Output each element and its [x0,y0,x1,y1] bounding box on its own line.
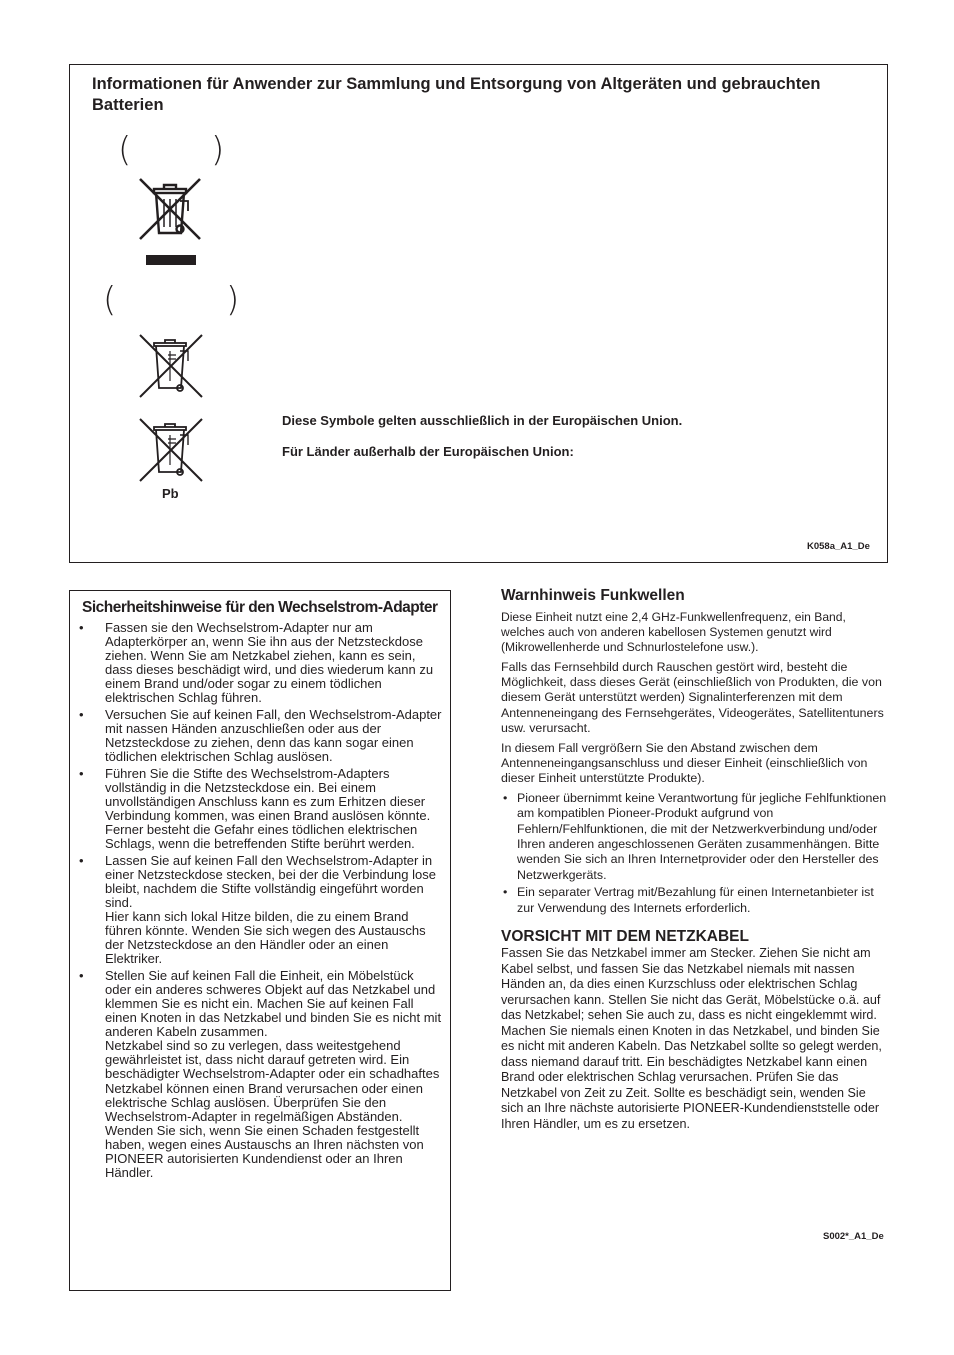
cable-caution-text: Fassen Sie das Netzkabel immer am Stecker. Ziehen Sie nicht am Kabel selbst, und fassen Sie das Netzkabel niemals mit nassen Händen an, da dies einen Kurzschluss oder elektrischen Schlag verursachen kann. Stellen Sie nicht das Gerät, Möbelstücke o.ä. auf das Netzkabel; sehen Sie auch zu, dass es nicht eingeklemmt wird. Machen Sie niemals einen Knoten in das Netzkabel, und binden Sie es nicht mit anderen Kabeln. Das Netzkabel sollte so gelegt werden, dass niemand darauf tritt. Ein beschädigtes Netzkabel kann einen Brand oder elektrischen Schlag verursachen. Prüfen Sie das Netzkabel von Zeit zu Zeit. Sollte es beschädigt sein, wenden Sie sich an Ihre nächste autorisierte PIONEER-Kundendienststelle oder Ihren Händler, um es zu ersetzen. [501,946,882,1131]
disposal-title: Informationen für Anwender zur Sammlung und Entsorgung von Altgeräten und gebrauchten Batterien [92,75,821,114]
list-item [501,791,891,883]
list-item-text: Stellen Sie auf keinen Fall die Einheit, ein Möbelstück oder ein anderes schweres Objekt auf das Netzkabel und klemmen Sie es nicht ein. Machen Sie auf keinen Fall einen Knoten in das Netzkabel und binden Sie es nicht mit anderen Kabeln zusammen. [105,967,442,1040]
right-paren: ) [226,280,240,320]
list-item [78,854,443,967]
bullet: • [79,765,84,781]
bullet: • [79,620,84,635]
radio-paragraph: Falls das Fernsehbild durch Rauschen gestört wird, besteht die Möglichkeit, dass dieses Gerät (einschließlich von Produkten, die von diesem Gerät unterstützt werden) Signalinterferenzen mit dem Antenneneingang des Fernsehgerätes, Videogerätes, Satellitentuners usw. verursacht. [501,659,884,736]
crossed-bin-pb-icon [138,417,204,485]
adapter-safety-title: Sicherheitshinweise für den Wechselstrom-Adapter [82,599,438,616]
list-item-text: Versuchen Sie auf keinen Fall, den Wechselstrom-Adapter mit nassen Händen anzuschließen oder aus der Netzsteckdose zu ziehen, denn das kann sogar einen tödlichen elektrischen Schlag auslösen. [105,706,442,765]
radio-paragraph: Diese Einheit nutzt eine 2,4 GHz-Funkwellenfrequenz, ein Band, welches auch von anderen kabellosen Systemen genutzt wird (Mikrowellenherde und Schnurlostelefone usw.). [501,610,846,655]
list-item-text-continued: Netzkabel sind so zu verlegen, dass weitestgehend gewährleistet ist, dass nicht darauf getreten wird. Ein beschädigter Wechselstrom-Adapter oder ein schadhaftes Netzkabel können einen Brand verursachen oder einen elektrische Schlag auslösen. Überprüfen Sie den Wechselstrom-Adapter in regelmäßigen Abständen. Wenden Sie sich, wenn Sie einen Schaden festgestellt haben, wegen eines Austauschs an Ihren nächsten von PIONEER autorisierten Kundendienst oder an Ihren Händler. [105,1038,440,1181]
radio-paragraph: In diesem Fall vergrößern Sie den Abstand zwischen dem Antenneneingangsanschluss und dieser Einheit (einschließlich von dieser Einheit unterstützte Produkte). [501,740,868,786]
adapter-safety-list [78,621,443,1183]
list-item [78,969,443,1180]
list-item-text: Führen Sie die Stifte des Wechselstrom-Adapters vollständig in die Netzsteckdose ein. Bei einem unvollständigen Anschluss kann es zum Erhitzen dieser Verbindung kommen, was einen Brand auslösen könnte. Ferner besteht die Gefahr eines tödlichen elektrischen Schlags, wenn die betreffenden Stifte berührt werden. [105,765,431,852]
eu-only-note: Diese Symbole gelten ausschließlich in der Europäischen Union. [282,413,683,428]
list-item [78,621,443,706]
list-item [501,885,891,916]
bullet: • [503,790,508,805]
bullet: • [79,852,84,868]
list-item-text-continued: Hier kann sich lokal Hitze bilden, die zu einem Brand führen könnte. Wenden Sie sich wegen des Austauschs der Netzsteckdose an den Händler oder an einen Elektriker. [105,909,426,967]
right-paren: ) [211,130,225,170]
pb-label: Pb [162,486,179,501]
adapter-safety-box [69,590,451,1291]
crossed-bin-icon [138,333,204,401]
reference-code: S002*_A1_De [823,1231,884,1242]
radio-warning-title: Warnhinweis Funkwellen [501,587,685,604]
list-item-text: Ein separater Vertrag mit/Bezahlung für einen Internetanbieter ist zur Verwendung des Internets erforderlich. [517,885,874,915]
list-item-text: Fassen sie den Wechselstrom-Adapter nur am Adapterkörper an, wenn Sie ihn aus der Netzsteckdose ziehen. Wenn Sie am Netzkabel ziehen, kann es sein, dass dieses beschädigt wird, und dies wiederum kann zu einem Brand und/oder sogar zu einem tödlichen elektrischen Schlag führen. [105,620,434,706]
list-item [78,708,443,764]
bullet: • [79,706,84,722]
bullet: • [503,885,508,900]
non-eu-note: Für Länder außerhalb der Europäischen Union: [282,444,574,459]
left-paren: ( [103,280,117,320]
right-column [501,586,891,1132]
list-item-text: Lassen Sie auf keinen Fall den Wechselstrom-Adapter in einer Netzsteckdose stecken, bei der die Verbindung lose bleibt, nachdem die Stifte vollständig eingeführt worden sind. [105,852,436,910]
crossed-bin-bar-icon [138,177,204,269]
bullet: • [79,967,84,983]
left-paren: ( [118,130,132,170]
cable-caution-title: VORSICHT MIT DEM NETZKABEL [501,928,749,946]
reference-code: K058a_A1_De [807,541,870,552]
disposal-info-box [69,64,888,563]
radio-notes-list [501,791,891,916]
list-item-text: Pioneer übernimmt keine Verantwortung für jegliche Fehlfunktionen am kompatiblen Pioneer-Produkt aufgrund von Fehlern/Fehlfunktionen, die mit der Netzwerkverbindung und/oder Ihren anderen angeschlossenen Geräten zusammenhängen. Bitte wenden Sie sich an Ihren Internetprovider oder den Hersteller des Netzwerkgeräts. [517,790,887,882]
list-item [78,767,443,852]
